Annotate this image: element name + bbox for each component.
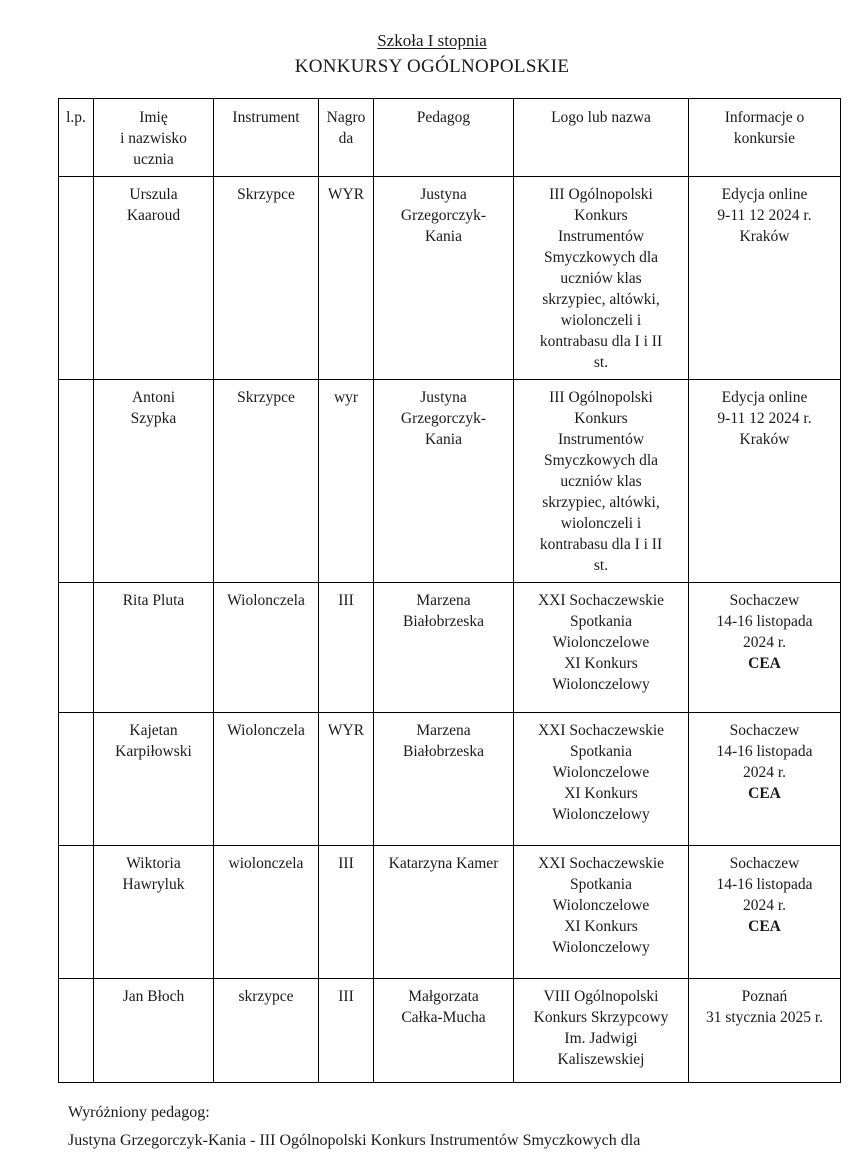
footer-heading: Wyróżniony pedagog: [68,1104,210,1121]
column-header-name-line-1: Imię [139,109,168,126]
school-level-title: Szkoła I stopnia [377,31,487,50]
cell-student [94,583,214,713]
cell-info [689,177,841,380]
cell-student [94,380,214,583]
cell-teacher-line: Białobrzeska [403,743,484,760]
cell-competition-line: Spotkania [570,613,632,630]
cell-student-line: Rita Pluta [122,592,185,609]
cell-award [319,380,374,583]
cell-competition [514,979,689,1083]
page-title: KONKURSY OGÓLNOPOLSKIE [294,56,570,77]
cell-instrument [214,979,319,1083]
cell-lp [59,177,94,380]
cell-competition-line: Wiolonczelowe [552,634,650,651]
cell-competition-line: uczniów klas [560,473,642,490]
table-row [59,583,841,713]
cell-competition-line: Kaliszewskiej [557,1051,645,1068]
column-header-info-line-2: konkursie [733,130,796,147]
column-header-lp [59,99,94,177]
cell-competition-line: Im. Jadwigi [564,1030,638,1047]
column-header-award [319,99,374,177]
cell-competition [514,846,689,979]
cell-student [94,713,214,846]
cell-info-line: 2024 r. [742,634,787,651]
column-header-info [689,99,841,177]
table-row [59,177,841,380]
table-row [59,380,841,583]
cell-teacher [374,177,514,380]
cell-student-line: Antoni [131,389,176,406]
cell-competition-line: Smyczkowych dla [543,452,659,469]
table-row [59,713,841,846]
cell-teacher [374,979,514,1083]
cell-award-line: III [338,988,354,1005]
cell-teacher [374,846,514,979]
cell-info-line: CEA [748,918,781,935]
cell-competition-line: Spotkania [570,743,632,760]
cell-award [319,713,374,846]
column-header-award-line-2: da [338,130,354,147]
cell-student-line: Hawryluk [122,876,185,893]
cell-competition-line: XXI Sochaczewskie [537,722,665,739]
column-header-teacher [374,99,514,177]
cell-student [94,979,214,1083]
cell-instrument [214,177,319,380]
cell-teacher-line: Katarzyna Kamer [388,855,499,872]
cell-competition-line: XXI Sochaczewskie [537,592,665,609]
cell-competition-line: Smyczkowych dla [543,249,659,266]
cell-student [94,846,214,979]
cell-info [689,713,841,846]
column-header-name-line-2: i nazwisko [120,130,187,147]
column-header-info-line-1: Informacje o [724,109,805,126]
column-header-competition [514,99,689,177]
competition-results-table [58,98,841,1083]
cell-instrument-line: Wiolonczela [227,722,305,739]
cell-lp [59,713,94,846]
column-header-award-line-1: Nagro [326,109,366,126]
cell-lp [59,583,94,713]
cell-award [319,846,374,979]
cell-teacher-line: Justyna [420,389,467,406]
cell-competition-line: Wiolonczelowe [552,897,650,914]
column-header-student-name [94,99,214,177]
cell-competition-line: III Ogólnopolski [549,186,653,203]
cell-student-line: Wiktoria [126,855,181,872]
cell-competition-line: XI Konkurs [564,785,638,802]
footer-distinguished-teacher: Justyna Grzegorczyk-Kania - III Ogólnopolski Konkurs Instrumentów Smyczkowych dla [68,1132,641,1149]
cell-competition-line: wiolonczeli i [560,312,642,329]
cell-info [689,979,841,1083]
cell-competition-line: XI Konkurs [564,918,638,935]
table-row [59,846,841,979]
cell-teacher [374,713,514,846]
cell-teacher-line: Kania [424,228,462,245]
cell-competition-line: Instrumentów [557,431,645,448]
cell-competition-line: wiolonczeli i [560,515,642,532]
cell-student-line: Karpiłowski [115,743,192,760]
cell-competition-line: skrzypiec, altówki, [542,494,660,511]
cell-award-line: WYR [327,722,365,739]
table-header [59,99,841,177]
cell-teacher [374,380,514,583]
cell-info-line: 14-16 listopada [716,613,813,630]
cell-student [94,177,214,380]
cell-award [319,177,374,380]
cell-award-line: wyr [333,389,359,406]
cell-student-line: Jan Błoch [122,988,185,1005]
cell-instrument [214,846,319,979]
column-header-teacher-text: Pedagog [416,109,471,126]
cell-teacher-line: Marzena [416,592,471,609]
cell-competition [514,177,689,380]
cell-info-line: Edycja online [721,186,808,203]
cell-competition-line: VIII Ogólnopolski [543,988,659,1005]
cell-student-line: Kaaroud [126,207,181,224]
cell-competition-line: Konkurs [574,207,628,224]
cell-award-line: III [338,855,354,872]
cell-instrument [214,380,319,583]
cell-competition-line: st. [593,557,609,574]
cell-competition [514,713,689,846]
cell-info [689,846,841,979]
cell-competition-line: Instrumentów [557,228,645,245]
table-body [59,177,841,1083]
document-title-block [0,0,864,80]
cell-info-line: Sochaczew [729,855,800,872]
cell-competition-line: uczniów klas [560,270,642,287]
cell-info-line: Sochaczew [729,722,800,739]
cell-info-line: 2024 r. [742,764,787,781]
cell-teacher-line: Białobrzeska [403,613,484,630]
cell-instrument [214,713,319,846]
cell-competition-line: XXI Sochaczewskie [537,855,665,872]
cell-info-line: Edycja online [721,389,808,406]
cell-info [689,583,841,713]
cell-info [689,380,841,583]
cell-competition-line: Wiolonczelowy [552,806,650,823]
table-row [59,979,841,1083]
cell-competition [514,380,689,583]
cell-info-line: Poznań [741,988,788,1005]
cell-info-line: Kraków [739,228,790,245]
cell-competition-line: skrzypiec, altówki, [542,291,660,308]
cell-award-line: III [338,592,354,609]
cell-teacher-line: Małgorzata [408,988,479,1005]
cell-lp [59,380,94,583]
cell-info-line: CEA [748,655,781,672]
cell-info-line: 2024 r. [742,897,787,914]
cell-info-line: CEA [748,785,781,802]
column-header-lp-text: l.p. [66,109,86,126]
cell-teacher-line: Grzegorczyk- [400,207,487,224]
cell-competition-line: kontrabasu dla I i II [539,333,663,350]
column-header-instrument [214,99,319,177]
cell-info-line: Kraków [739,431,790,448]
cell-lp [59,846,94,979]
column-header-instrument-text: Instrument [232,109,300,126]
cell-award [319,583,374,713]
cell-competition-line: Spotkania [570,876,632,893]
cell-info-line: 14-16 listopada [716,743,813,760]
cell-award-line: WYR [327,186,365,203]
cell-competition-line: st. [593,354,609,371]
results-table-container [0,98,864,1083]
cell-info-line: 9-11 12 2024 r. [717,207,812,224]
cell-instrument-line: Wiolonczela [227,592,305,609]
cell-info-line: Sochaczew [729,592,800,609]
cell-competition-line: Wiolonczelowy [552,939,650,956]
cell-competition-line: kontrabasu dla I i II [539,536,663,553]
cell-teacher-line: Justyna [420,186,467,203]
cell-instrument-line: skrzypce [238,988,294,1005]
cell-student-line: Kajetan [129,722,178,739]
cell-competition-line: Konkurs [574,410,628,427]
cell-teacher [374,583,514,713]
cell-info-line: 31 stycznia 2025 r. [705,1009,824,1026]
cell-competition-line: III Ogólnopolski [549,389,653,406]
document-footer [0,1083,864,1155]
cell-teacher-line: Kania [424,431,462,448]
cell-instrument [214,583,319,713]
cell-competition-line: Konkurs Skrzypcowy [533,1009,669,1026]
cell-teacher-line: Grzegorczyk- [400,410,487,427]
cell-info-line: 14-16 listopada [716,876,813,893]
cell-student-line: Urszula [129,186,178,203]
cell-instrument-line: wiolonczela [228,855,304,872]
cell-teacher-line: Marzena [416,722,471,739]
column-header-name-line-3: ucznia [133,151,174,168]
cell-competition [514,583,689,713]
table-header-row [59,99,841,177]
cell-competition-line: XI Konkurs [564,655,638,672]
cell-teacher-line: Całka-Mucha [401,1009,486,1026]
cell-instrument-line: Skrzypce [237,389,295,406]
cell-competition-line: Wiolonczelowe [552,764,650,781]
cell-lp [59,979,94,1083]
cell-instrument-line: Skrzypce [237,186,295,203]
cell-student-line: Szypka [130,410,177,427]
cell-competition-line: Wiolonczelowy [552,676,650,693]
cell-award [319,979,374,1083]
column-header-competition-text: Logo lub nazwa [551,109,651,126]
cell-info-line: 9-11 12 2024 r. [717,410,812,427]
